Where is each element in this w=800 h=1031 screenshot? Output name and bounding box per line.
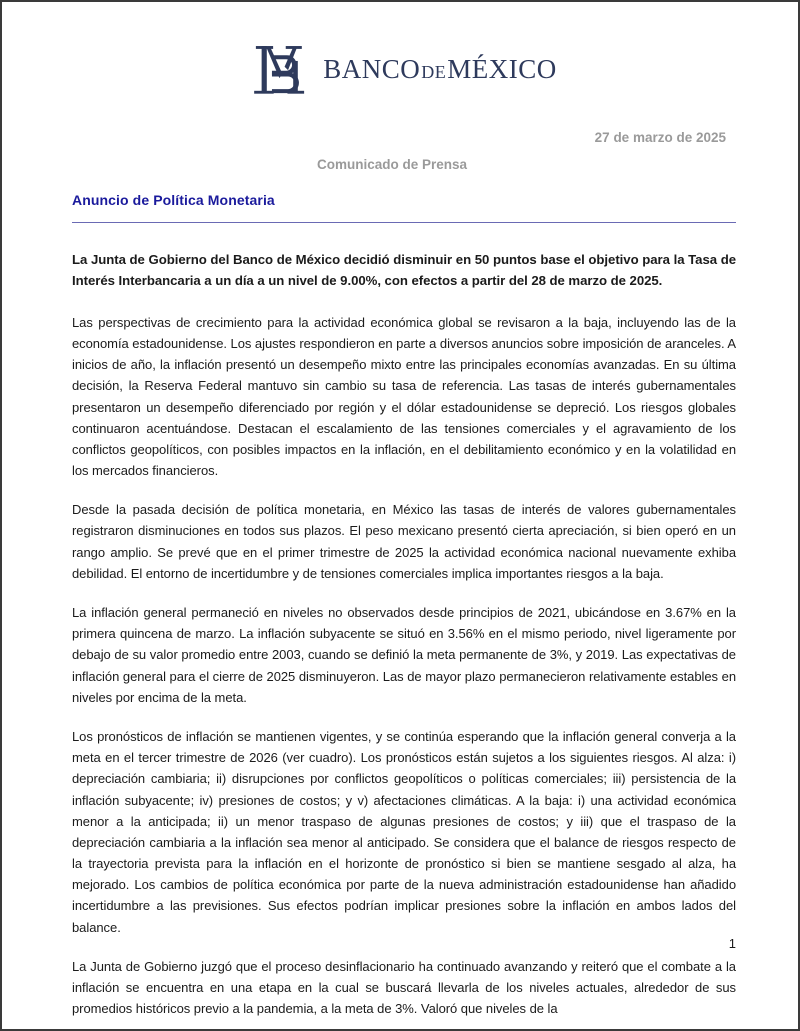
body-paragraph: La inflación general permaneció en niveles no observados desde principios de 2021, ubicándose en 3.67% en la primera quincena de marzo. La inflación subyacente se situó en 3.56% en el mismo periodo, nivel ligeramente por debajo de su valor promedio entre 2003, cuando se definió la meta permanente de 3%, y 2019. Las expectativas de inflación general para el cierre de 2025 disminuyeron. Las de mayor plazo permanecieron relativamente estables en niveles por encima de la meta. [72,605,736,705]
wordmark-banco: BANCO [323,53,421,84]
lead-paragraph: La Junta de Gobierno del Banco de México decidió disminuir en 50 puntos base el objetivo para la Tasa de Interés Interbancaria a un día a un nivel de 9.00%, con efectos a partir del 28 de marzo de 2025. [72,252,736,289]
page-title: Anuncio de Política Monetaria [72,192,275,208]
body-paragraph: Los pronósticos de inflación se mantienen vigentes, y se continúa esperando que la inflación general converja a la meta en el tercer trimestre de 2026 (ver cuadro). Los pronósticos están sujetos a los siguientes riesgos. Al alza: i) depreciación cambiaria; ii) disrupciones por conflictos geopolíticos o políticas comerciales; iii) persistencia de la inflación subyacente; iv) presiones de costos; y v) afectaciones climáticas. A la baja: i) una actividad económica menor a la anticipada; ii) un menor traspaso de algunas presiones de costos; y iii) que el traspaso de la depreciación cambiaria a la inflación sea menor al anticipado. Se considera que el balance de riesgos respecto de la trayectoria prevista para la inflación en el horizonte de pronóstico si bien se mantiene sesgado al alza, ha mejorado. Los cambios de política económica por parte de la nueva administración estadounidense han añadido incertidumbre a las previsiones. Sus efectos podrían implicar presiones sobre la inflación en ambos lados del balance. [72,728,736,935]
body-paragraph: Las perspectivas de crecimiento para la actividad económica global se revisaron a la baja, incluyendo las de la economía estadounidense. Los ajustes respondieron en parte a diversos anuncios sobre imposición de aranceles. A inicios de año, la inflación presentó un desempeño mixto entre las principales economías avanzadas. En su última decisión, la Reserva Federal mantuvo sin cambio su tasa de referencia. Las tasas de interés gubernamentales presentaron un desempeño diferenciado por región y el dólar estadounidense se depreció. Los riesgos globales continuaron acentuándose. Destacan el escalamiento de las tensiones comerciales y el agravamiento de los conflictos geopolíticos, con posibles impactos en la inflación, en el debilitamiento económico y en la volatilidad en los mercados financieros. [72,314,736,479]
wordmark-de: DE [421,61,447,82]
page-number: 1 [728,936,736,951]
logo-wordmark [323,54,557,85]
banco-de-mexico-monogram-icon [251,38,309,100]
body-paragraph: Desde la pasada decisión de política monetaria, en México las tasas de interés de valores gubernamentales registraron disminuciones en todos sus plazos. El peso mexicano presentó cierta apreciación, si bien operó en un rango amplio. Se prevé que en el primer trimestre de 2025 la actividad económica nacional nuevamente exhiba debilidad. El entorno de incertidumbre y de tensiones comerciales implica importantes riesgos a la baja. [72,502,736,581]
document-kicker: Comunicado de Prensa [317,157,468,172]
masthead [72,30,736,108]
page-content [2,2,798,1029]
document-body [72,249,736,1019]
body-paragraph: La Junta de Gobierno juzgó que el proceso desinflacionario ha continuado avanzando y reiteró que el combate a la inflación se encuentra en una etapa en la cual se buscará llevarla de los niveles actuales, alrededor de sus promedios históricos previo a la pandemia, a la meta de 3%. Valoró que niveles de la [72,958,736,1017]
document-date: 27 de marzo de 2025 [594,130,726,145]
title-divider [72,222,736,223]
wordmark-mexico: MÉXICO [447,53,557,84]
